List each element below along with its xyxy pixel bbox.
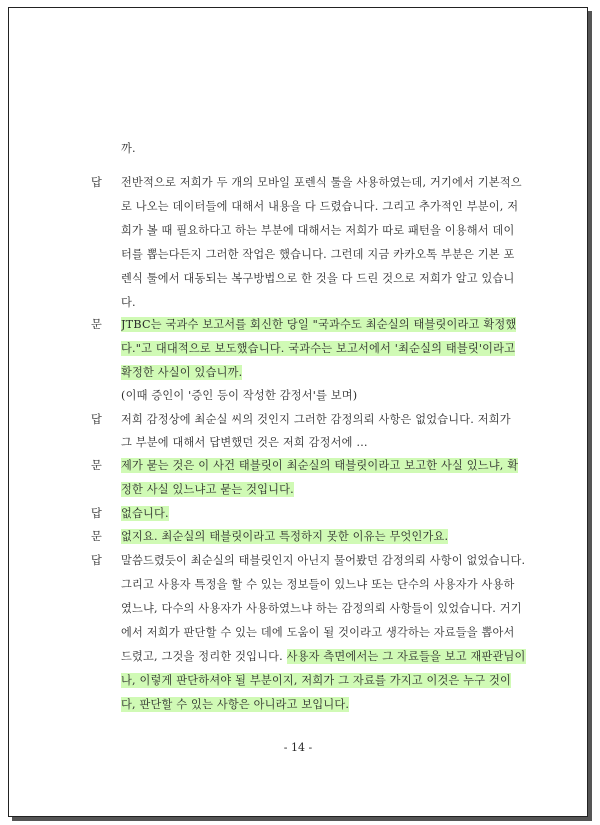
speaker-label: 문 <box>91 530 103 543</box>
line-text: 저희 감정상에 최순실 씨의 것인지 그러한 감정의뢰 사항은 없었습니다. 저희가 <box>121 413 511 426</box>
line-text: 그 부분에 대해서 답변했던 것은 저희 감정서에 … <box>121 436 368 449</box>
transcript-line <box>121 247 531 263</box>
line-text: 희가 볼 때 필요하다고 하는 부분에 대해서는 저희가 따로 패턴을 이용해서 데이 <box>121 224 515 237</box>
transcript-line <box>121 199 531 215</box>
transcript-line <box>121 697 531 713</box>
line-text-highlight: 사용자 측면에서는 그 자료들을 보고 재판관님이 <box>286 650 526 663</box>
transcript-line <box>121 271 531 287</box>
line-text: 다, 판단할 수 있는 사항은 아니라고 보입니다. <box>121 698 350 711</box>
page-number: - 14 - <box>283 741 313 754</box>
line-text: 말씀드렸듯이 최순실의 태블릿인지 아닌지 물어봤던 감정의뢰 사항이 없었습니다. <box>121 554 526 567</box>
transcript-line <box>121 223 531 239</box>
transcript-line <box>121 673 531 689</box>
document-page <box>8 7 588 817</box>
transcript-line <box>121 506 531 522</box>
line-text: 다. <box>121 296 136 309</box>
line-text: 없습니다. <box>121 507 169 520</box>
transcript-line <box>121 341 531 357</box>
line-text: 터를 뽑는다든지 그러한 작업은 했습니다. 그런데 지금 카카오톡 부분은 기본 포 <box>121 248 515 261</box>
line-text: 그리고 사용자 특정을 할 수 있는 정보들이 있느냐 또는 단수의 사용자가 사용하 <box>121 578 515 591</box>
line-text: 드렸고, 그것을 정리한 것입니다. <box>121 650 287 663</box>
transcript-line <box>121 412 531 428</box>
line-text: 였느냐, 다수의 사용자가 사용하였느냐 하는 감정의뢰 사항들이 있었습니다. 거기 <box>121 602 522 615</box>
transcript-line <box>121 388 531 404</box>
speaker-label: 문 <box>91 459 103 472</box>
transcript-line <box>121 649 531 665</box>
line-text: 없지요. 최순실의 태블릿이라고 특정하지 못한 이유는 무엇인가요. <box>121 530 449 543</box>
line-text: 렌식 툴에서 대동되는 복구방법으로 한 것을 다 드린 것으로 저희가 알고 있습니 <box>121 272 515 285</box>
speaker-label: 문 <box>91 318 103 331</box>
line-text: 까. <box>121 142 136 155</box>
line-text: 전반적으로 저희가 두 개의 모바일 포렌식 툴을 사용하였는데, 거기에서 기본적으 <box>121 176 522 189</box>
speaker-label: 답 <box>91 176 103 189</box>
speaker-label: 답 <box>91 413 103 426</box>
line-text: 다."고 대대적으로 보도했습니다. 국과수는 보고서에서 '최순실의 태블릿'이라고 <box>121 342 516 355</box>
transcript-line <box>121 295 531 311</box>
speaker-label: 답 <box>91 507 103 520</box>
line-text: 정한 사실 있느냐고 묻는 것입니다. <box>121 483 294 496</box>
transcript-line <box>121 317 531 333</box>
transcript-line <box>121 553 531 569</box>
transcript-line <box>121 435 531 451</box>
transcript-line <box>121 577 531 593</box>
line-text: 제가 묻는 것은 이 사건 태블릿이 최순실의 태블릿이라고 보고한 사실 있느냐, 확 <box>121 459 519 472</box>
line-text: 나, 이렇게 판단하셔야 될 부분이지, 저희가 그 자료를 가지고 이것은 누구 것이 <box>121 674 512 687</box>
transcript-line <box>121 141 531 157</box>
speaker-label: 답 <box>91 554 103 567</box>
line-text: 에서 저희가 판단할 수 있는 데에 도움이 될 것이라고 생각하는 자료들을 뽑아서 <box>121 626 515 639</box>
transcript-line <box>121 458 531 474</box>
transcript-line <box>121 625 531 641</box>
transcript-line <box>121 175 531 191</box>
line-text: JTBC는 국과수 보고서를 회신한 당일 "국과수도 최순실의 태블릿이라고 확정했 <box>121 318 517 331</box>
line-text: 로 나오는 데이터들에 대해서 내용을 다 드렸습니다. 그리고 추가적인 부분이, 저 <box>121 200 519 213</box>
transcript-line <box>121 529 531 545</box>
transcript-line <box>121 365 531 381</box>
transcript-line <box>121 482 531 498</box>
transcript-body <box>9 8 587 816</box>
line-text: (이때 증인이 '증인 등이 작성한 감정서'를 보며) <box>121 389 358 402</box>
line-text: 확정한 사실이 있습니까. <box>121 366 243 379</box>
transcript-line <box>121 601 531 617</box>
